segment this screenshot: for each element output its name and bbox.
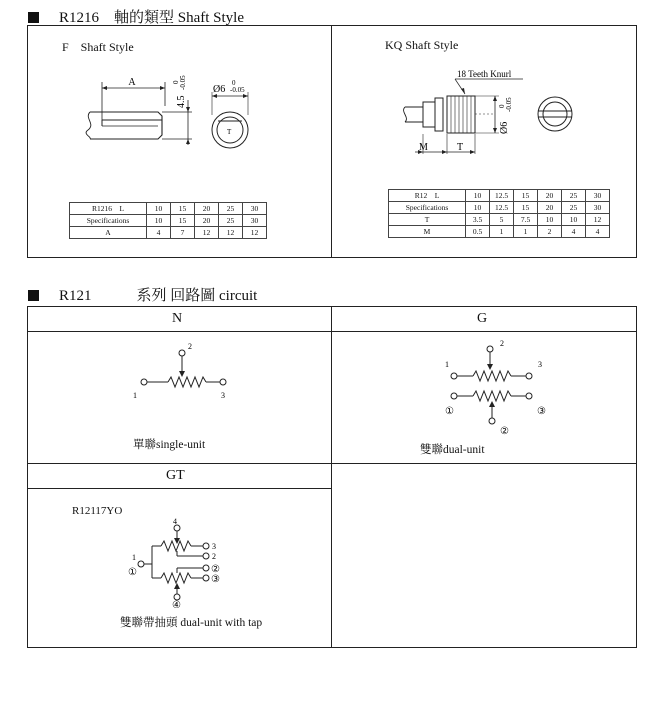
g-pin2-circled: ② (500, 426, 509, 436)
shaft-style-divider (331, 25, 332, 257)
n-pin1: 1 (133, 391, 137, 400)
kq-shaft-style-label: KQ Shaft Style (385, 38, 459, 52)
gt-pin-4-circled: ④ (172, 600, 181, 608)
table-cell: 30 (243, 215, 267, 227)
circuit-divider-h1 (27, 331, 636, 332)
table-cell: 30 (586, 190, 610, 202)
column-header-gt: GT (166, 468, 185, 483)
table-cell: 30 (243, 203, 267, 215)
n-pin3: 3 (221, 391, 225, 400)
table-row (70, 215, 267, 227)
table-cell: 4 (147, 227, 171, 239)
table-cell: 1 (490, 226, 514, 238)
column-header-g: G (477, 311, 488, 326)
dim-dia-label: Ø6 (213, 84, 226, 95)
table-cell: 10 (147, 203, 171, 215)
table-cell: 15 (514, 190, 538, 202)
n-pin2: 2 (188, 342, 192, 351)
table-cell: R1216 L (70, 203, 147, 215)
knurl-label: 18 Teeth Knurl (457, 69, 512, 79)
table-row (389, 214, 610, 226)
gt-pin-3: 3 (212, 542, 216, 551)
table-cell: 20 (195, 215, 219, 227)
dim-dia-tol-lower: -0.05 (230, 86, 245, 94)
table-cell: 5 (490, 214, 514, 226)
table-cell: 10 (466, 190, 490, 202)
dim-height-tol-lower: -0.05 (179, 75, 187, 90)
table-cell: 12 (195, 227, 219, 239)
table-cell: 12.5 (490, 190, 514, 202)
table-cell: 7 (171, 227, 195, 239)
table-cell: Specifications (70, 215, 147, 227)
g-caption: 雙聯dual-unit (420, 444, 485, 456)
square-bullet-icon (28, 12, 39, 23)
section-title-text: R1216 軸的類型 Shaft Style (59, 10, 245, 26)
table-row (389, 226, 610, 238)
n-circuit-diagram (130, 340, 240, 405)
table-row (389, 190, 610, 202)
g-pin3-circled: ③ (537, 406, 546, 417)
table-cell: 20 (538, 190, 562, 202)
kq-dim-dia-tol-lower: -0.05 (505, 97, 513, 112)
table-cell: 3.5 (466, 214, 490, 226)
kq-dim-dia-label: Ø6 (499, 121, 510, 134)
f-spec-table (69, 202, 267, 239)
circuit-divider-h3 (27, 488, 332, 489)
table-cell: 25 (219, 215, 243, 227)
kq-dim-dia-tol-upper: 0 (498, 104, 506, 108)
table-cell: 10 (147, 215, 171, 227)
table-cell: 0.5 (466, 226, 490, 238)
table-cell: R12 L (389, 190, 466, 202)
table-cell: 1 (514, 226, 538, 238)
table-cell: 4 (586, 226, 610, 238)
gt-pin-2: 2 (212, 552, 216, 561)
table-cell: 12 (219, 227, 243, 239)
table-cell: 20 (195, 203, 219, 215)
table-cell: T (389, 214, 466, 226)
table-row (70, 203, 267, 215)
table-cell: 7.5 (514, 214, 538, 226)
gt-model-label: R12117YO (72, 505, 123, 517)
gt-caption: 雙聯帶抽頭 dual-unit with tap (120, 617, 263, 629)
circuit-divider-h2 (27, 463, 636, 464)
g-pin2: 2 (500, 339, 504, 348)
table-cell: A (70, 227, 147, 239)
table-cell: M (389, 226, 466, 238)
g-circuit-diagram (440, 336, 560, 436)
kq-spec-table (388, 189, 610, 238)
table-cell: 10 (538, 214, 562, 226)
table-cell: 15 (171, 215, 195, 227)
table-cell: 25 (562, 202, 586, 214)
table-cell: 10 (466, 202, 490, 214)
kq-shaft-drawing (395, 62, 620, 162)
table-cell: 10 (562, 214, 586, 226)
dim-height-tol-upper: 0 (172, 80, 180, 84)
table-cell: 12.5 (490, 202, 514, 214)
shaft-style-section-title (28, 6, 244, 27)
table-cell: 2 (538, 226, 562, 238)
g-pin1-circled: ① (445, 406, 454, 417)
gt-pin-2-circled: ② (211, 564, 220, 575)
dim-m-label: M (419, 142, 428, 153)
table-cell: 20 (538, 202, 562, 214)
dim-dia-tol-upper: 0 (232, 79, 236, 87)
gt-pin-1-circled: ① (128, 567, 137, 578)
f-shaft-drawing (70, 70, 320, 170)
f-shaft-style-label: F Shaft Style (62, 40, 134, 54)
g-pin1: 1 (445, 360, 449, 369)
table-cell: 25 (562, 190, 586, 202)
section-title-text: R121 系列 回路圖 circuit (59, 288, 258, 304)
square-bullet-icon (28, 290, 39, 301)
table-cell: 25 (219, 203, 243, 215)
circuit-section-title (28, 284, 257, 305)
table-cell: 12 (586, 214, 610, 226)
table-cell: 4 (562, 226, 586, 238)
circuit-divider-vertical (331, 306, 332, 647)
table-cell: 30 (586, 202, 610, 214)
table-row (70, 227, 267, 239)
gt-pin-1: 1 (132, 553, 136, 562)
table-cell: Specifications (389, 202, 466, 214)
gt-pin-4: 4 (173, 517, 177, 526)
table-cell: 15 (514, 202, 538, 214)
dim-t-label: T (457, 142, 464, 153)
end-view-t-label: T (227, 128, 232, 136)
gt-circuit-diagram (125, 516, 225, 608)
g-pin3: 3 (538, 360, 542, 369)
column-header-n: N (172, 311, 183, 326)
table-cell: 15 (171, 203, 195, 215)
table-cell: 12 (243, 227, 267, 239)
gt-pin-3-circled: ③ (211, 574, 220, 585)
table-row (389, 202, 610, 214)
dim-a-label: A (128, 77, 136, 88)
n-caption: 單聯single-unit (133, 439, 206, 451)
dim-height-label: 4.5 (176, 95, 187, 108)
